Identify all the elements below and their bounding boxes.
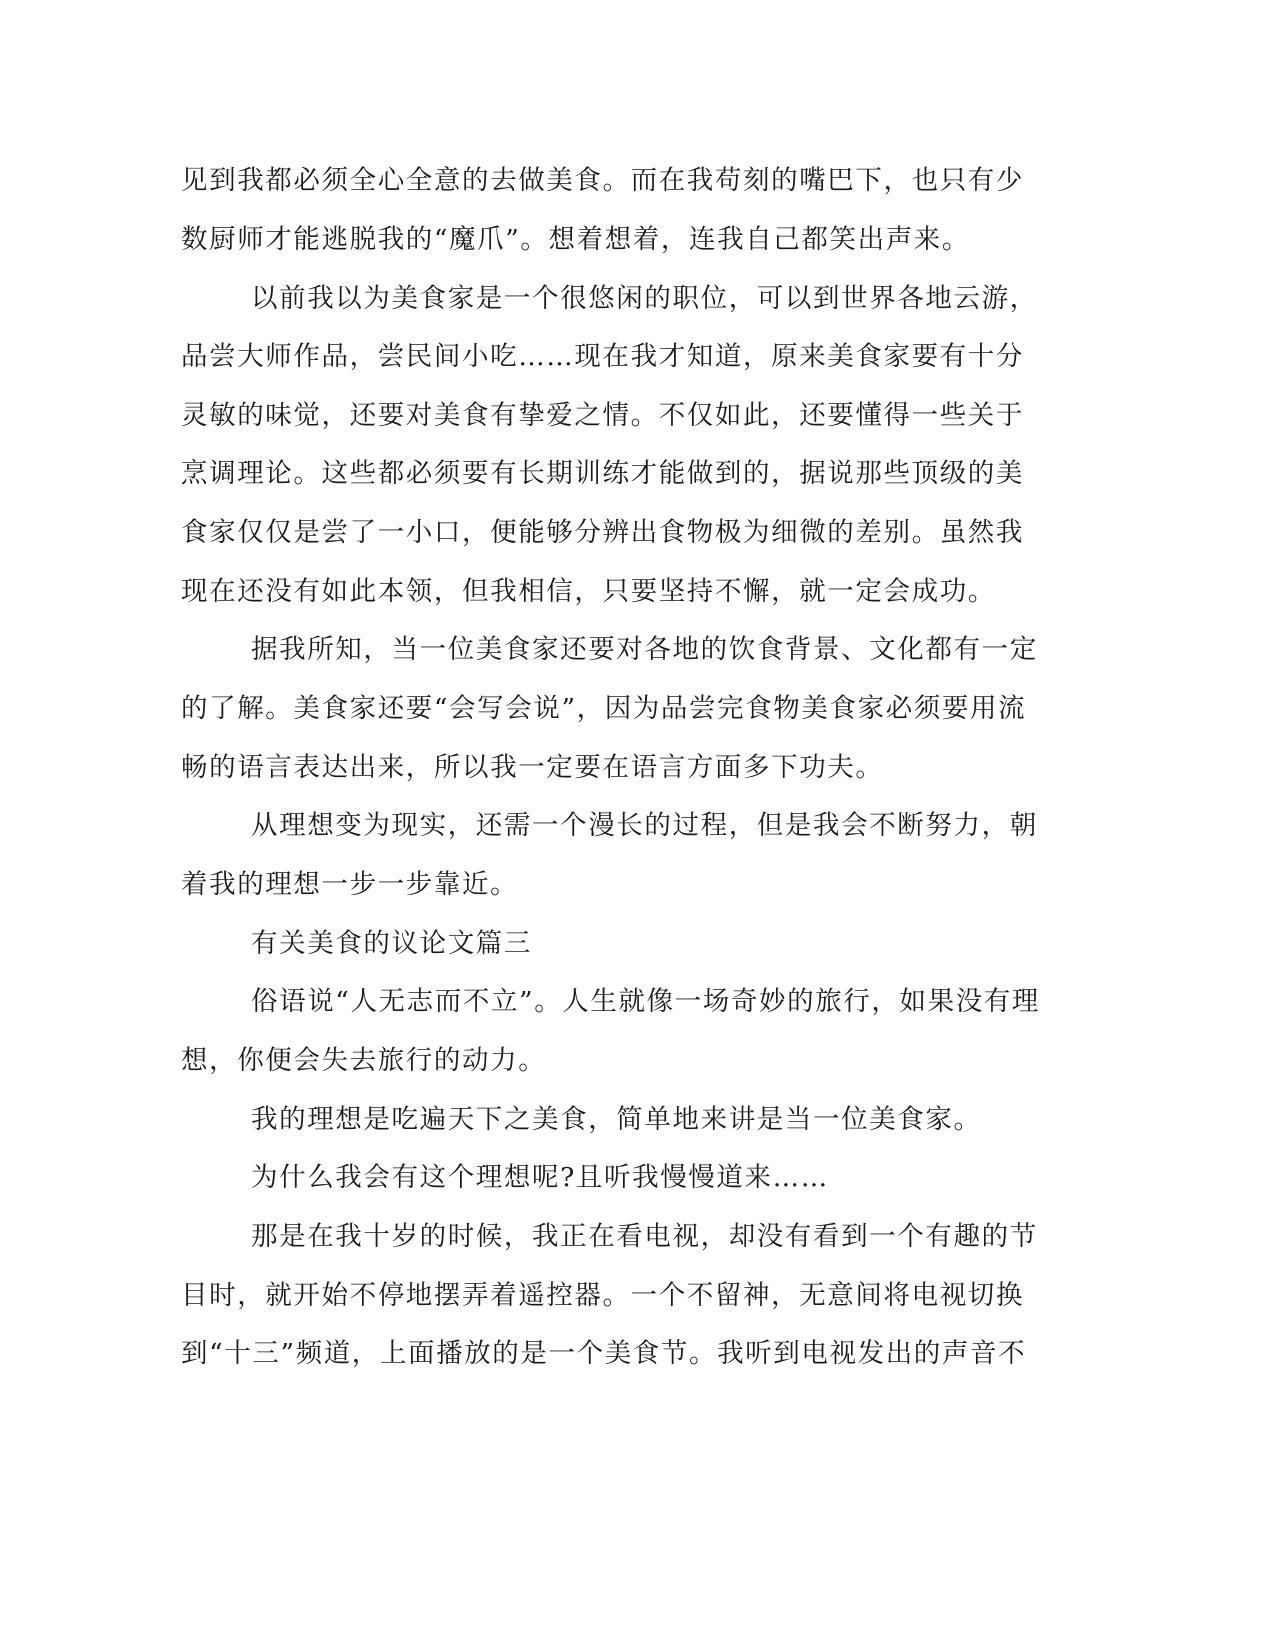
text-line-15: 俗语说“人无志而不立”。人生就像一场奇妙的旅行，如果没有理 <box>251 986 1040 1017</box>
text-line-6: 烹调理论。这些都必须要有长期训练才能做到的，据说那些顶级的美 <box>181 458 1024 489</box>
text-line-4: 品尝大师作品，尝民间小吃……现在我才知道，原来美食家要有十分 <box>181 341 1024 372</box>
text-line-20: 目时，就开始不停地摆弄着遥控器。一个不留神，无意间将电视切换 <box>181 1280 1024 1311</box>
text-line-5: 灵敏的味觉，还要对美食有挚爱之情。不仅如此，还要懂得一些关于 <box>181 400 1024 431</box>
text-line-2: 数厨师才能逃脱我的“魔爪”。想着想着，连我自己都笑出声来。 <box>181 224 970 255</box>
text-line-1: 见到我都必须全心全意的去做美食。而在我苟刻的嘴巴下，也只有少 <box>181 165 1024 196</box>
text-line-10: 的了解。美食家还要“会写会说”，因为品尝完食物美食家必须要用流 <box>181 693 1027 724</box>
text-line-9: 据我所知，当一位美食家还要对各地的饮食背景、文化都有一定 <box>251 634 1038 665</box>
text-line-18: 为什么我会有这个理想呢?且听我慢慢道来…… <box>251 1162 829 1193</box>
text-line-11: 畅的语言表达出来，所以我一定要在语言方面多下功夫。 <box>181 752 884 783</box>
text-line-21: 到“十三”频道，上面播放的是一个美食节。我听到电视发出的声音不 <box>181 1338 1027 1369</box>
text-line-16: 想，你便会失去旅行的动力。 <box>181 1045 547 1076</box>
text-line-19: 那是在我十岁的时候，我正在看电视，却没有看到一个有趣的节 <box>251 1221 1038 1252</box>
text-line-8: 现在还没有如此本领，但我相信，只要坚持不懈，就一定会成功。 <box>181 576 996 607</box>
text-line-7: 食家仅仅是尝了一小口，便能够分辨出食物极为细微的差别。虽然我 <box>181 517 1024 548</box>
text-line-12: 从理想变为现实，还需一个漫长的过程，但是我会不断努力，朝 <box>251 810 1038 841</box>
text-line-17: 我的理想是吃遍天下之美食，简单地来讲是当一位美食家。 <box>251 1104 982 1135</box>
section-heading: 有关美食的议论文篇三 <box>251 928 532 959</box>
text-line-3: 以前我以为美食家是一个很悠闲的职位，可以到世界各地云游， <box>251 283 1038 314</box>
text-line-13: 着我的理想一步一步靠近。 <box>181 869 519 900</box>
